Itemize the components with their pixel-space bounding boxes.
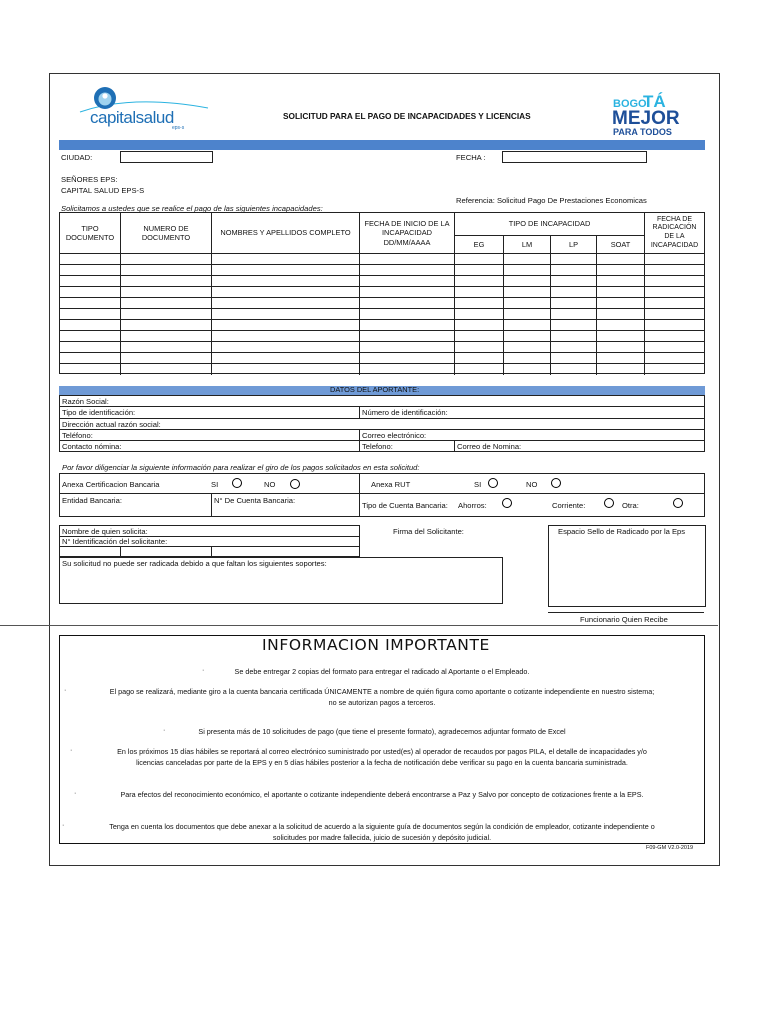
giro-intro: Por favor diligenciar la siguiente información para realizar el giro de los pagos solicitados en esta solicitud: — [62, 463, 420, 472]
tipo-id-label: Tipo de identificación: — [62, 408, 136, 417]
col-fecha-inicio: FECHA DE INICIO DE LA INCAPACIDAD DD/MM/AAAA — [364, 219, 450, 247]
form-title: SOLICITUD PARA EL PAGO DE INCAPACIDADES Y LICENCIAS — [283, 111, 531, 121]
funcionario-label: Funcionario Quien Recibe — [580, 615, 668, 624]
rut-no-radio[interactable] — [551, 478, 561, 488]
nombre-solicita-label: Nombre de quien solicita: — [62, 527, 148, 536]
aportante-table — [59, 395, 705, 452]
bogota-logo-line1a: BOGO — [613, 98, 647, 110]
tipo-cuenta-label: Tipo de Cuenta Bancaria: — [362, 501, 448, 510]
si-label-2: SI — [474, 480, 482, 489]
info-p4a: En los próximos 15 días hábiles se reportará al correo electrónico suministrado por usted(es) al operador de recaudos por pagos PILA, el detalle de incapacidades y/o — [117, 747, 647, 756]
direccion-label: Dirección actual razón social: — [62, 420, 161, 429]
header-band — [59, 140, 705, 150]
col-lm: LM — [521, 239, 533, 249]
ciudad-label: CIUDAD: — [61, 153, 93, 162]
entity-label: CAPITAL SALUD EPS-S — [61, 186, 145, 195]
entidad-bancaria-label: Entidad Bancaria: — [62, 496, 122, 505]
cuenta-bancaria-label: N° De Cuenta Bancaria: — [214, 496, 296, 505]
info-p4b: licencias canceladas por parte de la EPS y en 5 días hábiles posterior a la fecha de notificación debe verificar su pago en la cuenta bancaria suministrada. — [136, 758, 628, 767]
info-p6a: Tenga en cuenta los documentos que debe anexar a la solicitud de acuerdo a la siguiente guía de documentos según la condición de empleador, cotizante independiente o — [109, 822, 655, 831]
id-solicitante-label: N° Identificación del solicitante: — [62, 537, 168, 546]
info-p3: Si presenta más de 10 solicitudes de pago (que tiene el presente formato), agradecemos adjuntar formato de Excel — [198, 727, 566, 736]
capital-salud-logo — [72, 84, 212, 132]
no-label-2: NO — [526, 480, 538, 489]
col-fecha-radicacion: FECHA DE RADICACIÓN DE LA INCAPACIDAD — [650, 215, 699, 249]
bullet-6: · — [62, 822, 65, 829]
aportante-title: DATOS DEL APORTANTE: — [330, 385, 420, 394]
col-nombres: NOMBRES Y APELLIDOS COMPLETO — [220, 228, 351, 238]
bogota-logo-line3: PARA TODOS — [613, 127, 672, 137]
otra-radio[interactable] — [673, 498, 683, 508]
col-tipo-incapacidad: TIPO DE INCAPACIDAD — [508, 219, 591, 229]
section-divider — [0, 625, 718, 626]
telefono-label: Teléfono: — [62, 431, 93, 440]
solicitante-table — [59, 525, 360, 557]
anexa-cert-label: Anexa Certificacion Bancaria — [62, 480, 160, 489]
otra-label: Otra: — [622, 501, 639, 510]
col-tipo-documento: TIPO DOCUMENTO — [65, 223, 115, 242]
bullet-5: · — [74, 790, 77, 797]
firma-label: Firma del Solicitante: — [393, 527, 464, 536]
incapacidades-table — [59, 212, 705, 374]
ahorros-label: Ahorros: — [458, 501, 487, 510]
anexa-rut-label: Anexa RUT — [371, 480, 411, 489]
bullet-2: · — [64, 687, 67, 694]
col-numero-documento: NUMERO DE DOCUMENTO — [141, 223, 191, 242]
senores-label: SEÑORES EPS: — [61, 175, 118, 184]
bogota-logo-line2: MEJOR — [612, 108, 680, 129]
sello-label: Espacio Sello de Radicado por la Eps — [558, 527, 686, 536]
ahorros-radio[interactable] — [502, 498, 512, 508]
bullet-1: · — [202, 667, 205, 674]
intro-text: Solicitamos a ustedes que se realice el pago de las siguientes incapacidades: — [61, 204, 323, 213]
form-code: F09-GM V2.0-2019 — [646, 845, 694, 851]
referencia-text: Referencia: Solicitud Pago De Prestaciones Economicas — [456, 196, 647, 205]
razon-social-label: Razón Social: — [62, 397, 109, 406]
correo-label: Correo electrónico: — [362, 431, 427, 440]
rut-si-radio[interactable] — [488, 478, 498, 488]
info-p2a: El pago se realizará, mediante giro a la cuenta bancaria certificada ÚNICAMENTE a nombre de quién figura como aportante o cotizante independiente en nuestro sistema; — [109, 687, 655, 696]
corriente-label: Corriente: — [552, 501, 586, 510]
bullet-3: · — [163, 727, 166, 734]
bullet-4: · — [70, 747, 73, 754]
corriente-radio[interactable] — [604, 498, 614, 508]
info-p2b: no se autorizan pagos a terceros. — [328, 698, 436, 707]
cert-no-radio[interactable] — [290, 479, 300, 489]
fecha-field[interactable] — [502, 151, 647, 163]
sello-box — [548, 525, 706, 607]
fecha-label: FECHA : — [456, 153, 486, 162]
col-eg: EG — [473, 239, 485, 249]
si-label-1: SI — [211, 480, 219, 489]
logo-sub: eps-s — [172, 125, 185, 131]
giro-table — [59, 473, 705, 517]
telefono2-label: Telefono: — [362, 442, 393, 451]
ciudad-field[interactable] — [120, 151, 213, 163]
col-soat: SOAT — [610, 239, 631, 249]
contacto-nomina-label: Contacto nómina: — [62, 442, 122, 451]
info-title: INFORMACION IMPORTANTE — [262, 636, 490, 654]
numero-id-label: Número de identificación: — [362, 408, 448, 417]
no-label-1: NO — [264, 480, 276, 489]
funcionario-line — [548, 612, 704, 613]
bogota-logo — [612, 92, 694, 140]
correo-nomina-label: Correo de Nomina: — [457, 442, 522, 451]
info-p1: Se debe entregar 2 copias del formato para entregar el radicado al Aportante o el Empleado. — [234, 667, 530, 676]
logo-wordmark: capitalsalud — [90, 108, 174, 127]
bogota-logo-line1b: TÁ — [643, 92, 666, 111]
soportes-label: Su solicitud no puede ser radicada debido a que faltan los siguientes soportes: — [62, 559, 327, 568]
info-p5: Para efectos del reconocimiento económico, el aportante o cotizante independiente deberá encontrarse a Paz y Salvo por concepto de cotizaciones frente a la EPS. — [120, 790, 644, 799]
cert-si-radio[interactable] — [232, 478, 242, 488]
col-lp: LP — [568, 239, 579, 249]
info-p6b: solicitudes por madre fallecida, juicio de sucesión y depósito judicial. — [272, 833, 492, 842]
